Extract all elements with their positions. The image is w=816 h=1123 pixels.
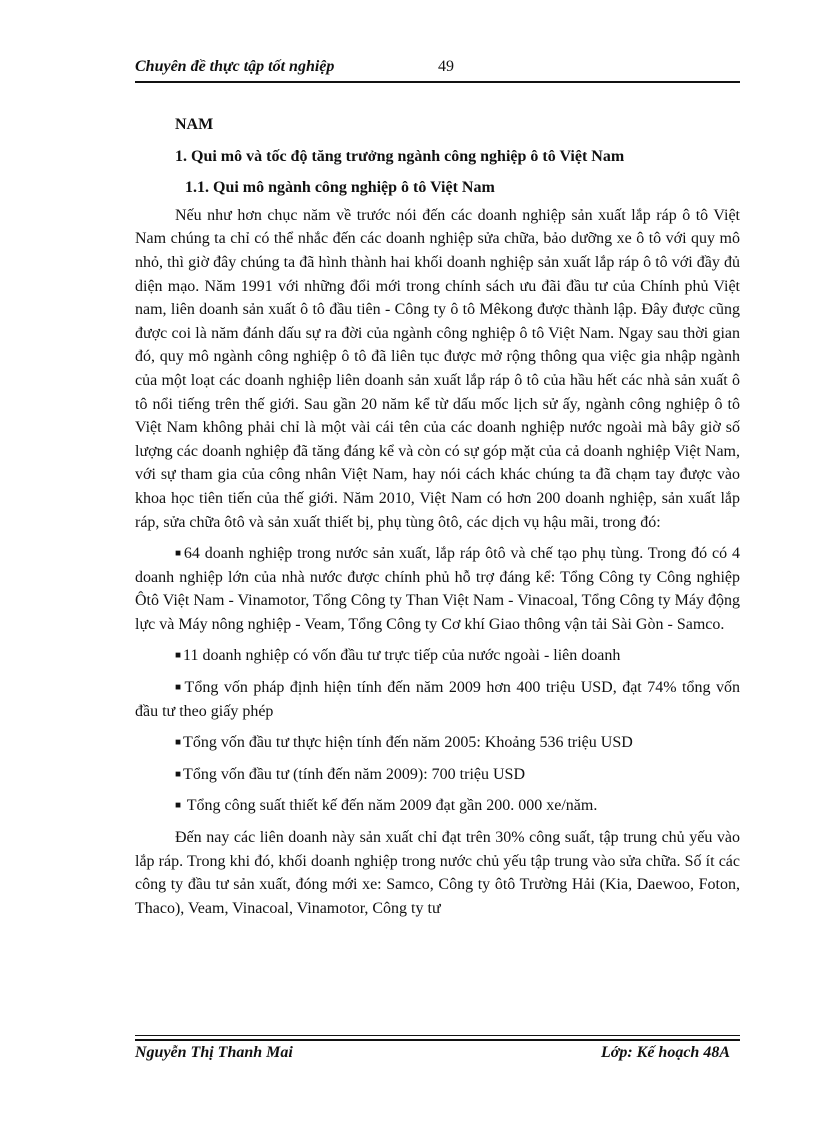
bullet-item: [135, 542, 740, 636]
bullet-item: [135, 731, 740, 755]
bullet-icon: ■: [175, 768, 182, 780]
footer-class: Lớp: Kế hoạch 48A: [600, 1044, 730, 1061]
body-paragraph-1: Nếu như hơn chục năm về trước nói đến các doanh nghiệp sản xuất lắp ráp ô tô Việt Nam chúng ta chỉ có thể nhắc đến các doanh nghiệp sửa chữa, bảo dưỡng xe ô tô với quy mô nhỏ, thì giờ đây chúng ta đã hình thành hai khối doanh nghiệp sản xuất lắp ráp ô tô với đầy đủ diện mạo. Năm 1991 với những đổi mới trong chính sách ưu đãi đầu tư của Chính phủ Việt nam, liên doanh sản xuất ô tô đầu tiên - Công ty ô tô Mêkong được thành lập. Đây được cũng được coi là năm đánh dấu sự ra đời của ngành công nghiệp ô tô Việt Nam. Ngay sau thời gian đó, quy mô ngành công nghiệp ô tô đã liên tục được mở rộng thông qua việc gia nhập ngành của một loạt các doanh nghiệp liên doanh sản xuất lắp ráp ô tô của hầu hết các nhà sản xuất ô tô nổi tiếng trên thế giới. Sau gần 20 năm kể từ dấu mốc lịch sử ấy, ngành công nghiệp ô tô Việt Nam không phải chỉ là một vài cái tên của các doanh nghiệp nước ngoài mà bây giờ số lượng các doanh nghiệp đã tăng đáng kể và còn có sự góp mặt của cả doanh nghiệp Việt Nam, với sự tham gia của công nhân Việt Nam, hay nói cách khác chúng ta đã chạm tay được vào khoa học tiên tiến của thế giới. Năm 2010, Việt Nam có hơn 200 doanh nghiệp, sản xuất lắp ráp, sửa chữa ôtô và sản xuất thiết bị, phụ tùng ôtô, các dịch vụ hậu mãi, trong đó:: [135, 206, 740, 531]
page-header: [135, 58, 740, 82]
footer-rule-thick: [135, 1039, 740, 1041]
bullet-text: Tổng vốn đầu tư (tính đến năm 2009): 700 triệu USD: [183, 765, 526, 783]
bullet-icon: ■: [175, 682, 183, 694]
bullet-text: 11 doanh nghiệp có vốn đầu tư trực tiếp của nước ngoài - liên doanh: [183, 647, 621, 665]
section-heading: 1. Qui mô và tốc độ tăng trưởng ngành công nghiệp ô tô Việt Nam: [175, 147, 625, 165]
bullet-text: Tổng vốn đầu tư thực hiện tính đến năm 2005: Khoảng 536 triệu USD: [183, 734, 633, 752]
bullet-item: [135, 644, 740, 668]
header-rule: [135, 81, 740, 83]
footer-author: Nguyễn Thị Thanh Mai: [135, 1044, 293, 1061]
page-number: 49: [438, 58, 454, 75]
bullet-text: Tổng công suất thiết kế đến năm 2009 đạt gần 200. 000 xe/năm.: [183, 797, 598, 815]
continued-word: NAM: [175, 116, 214, 133]
bullet-icon: ■: [175, 737, 182, 749]
body-paragraph-2: Đến nay các liên doanh này sản xuất chỉ đạt trên 30% công suất, tập trung chủ yếu vào lắp ráp. Trong khi đó, khối doanh nghiệp trong nước chủ yếu tập trung vào sửa chữa. Số ít các công ty đầu tư sản xuất, đóng mới xe: Samco, Công ty ôtô Trường Hải (Kia, Daewoo, Foton, Thaco), Veam, Vinacoal, Vinamotor, Công ty tư: [135, 829, 740, 917]
bullet-icon: ■: [175, 548, 182, 560]
bullet-text: Tổng vốn pháp định hiện tính đến năm 2009 hơn 400 triệu USD, đạt 74% tổng vốn đầu tư theo giấy phép: [135, 679, 741, 720]
header-title: Chuyên đề thực tập tốt nghiệp: [135, 58, 335, 75]
subsection-heading: 1.1. Qui mô ngành công nghiệp ô tô Việt Nam: [185, 179, 495, 197]
bullet-icon: ■: [175, 800, 182, 812]
bullet-item: [135, 763, 740, 787]
bullet-icon: ■: [175, 650, 182, 662]
bullet-text: 64 doanh nghiệp trong nước sản xuất, lắp ráp ôtô và chế tạo phụ tùng. Trong đó có 4 doanh nghiệp lớn của nhà nước được chính phủ hỗ trợ đáng kể: Tổng Công ty Công nghiệp Ôtô Việt Nam - Vinamotor, Tổng Công ty Than Việt Nam - Vinacoal, Tổng Công ty Máy động lực và Máy nông nghiệp - Veam, Tổng Công ty Cơ khí Giao thông vận tải Sài Gòn - Samco.: [135, 545, 740, 633]
footer-rule: [135, 1035, 740, 1036]
bullet-item: [135, 794, 740, 818]
document-body: [135, 113, 740, 928]
bullet-item: [135, 676, 740, 723]
